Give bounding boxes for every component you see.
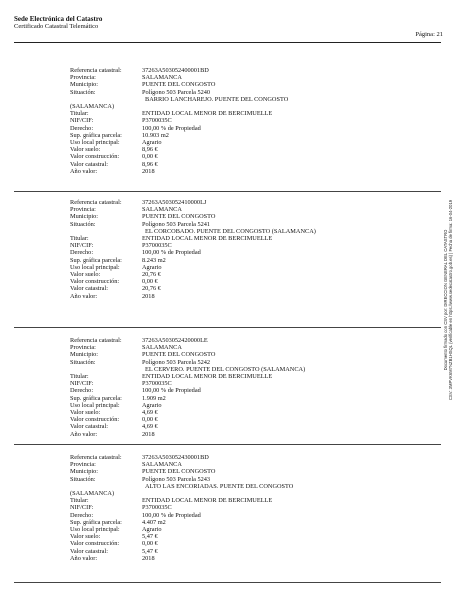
- record-row: [70, 409, 305, 416]
- record-row: [70, 423, 305, 430]
- record-row: [70, 431, 305, 438]
- csv-signature-line2: CSV: 3MPVK6M7NZB1HSQL (verificable en https://www.sedecatastro.gob.es) | Fecha de firma: 16-04-2019: [448, 199, 453, 401]
- field-value: 0,00 €: [142, 278, 158, 286]
- record-row: [70, 402, 305, 409]
- record-row: [70, 242, 316, 249]
- field-label: Valor construcción:: [70, 278, 120, 286]
- parcel-record: [70, 67, 288, 175]
- field-value: 100,00 % de Propiedad: [142, 249, 201, 257]
- record-row: [70, 512, 293, 519]
- field-label: Uso local principal:: [70, 526, 120, 534]
- field-value: P3700035C: [142, 242, 172, 250]
- field-label: Uso local principal:: [70, 263, 120, 271]
- field-value: 20,76 €: [142, 285, 161, 293]
- field-value: 37263A503052410000LJ: [142, 199, 207, 206]
- field-value: PUENTE DEL CONGOSTO: [142, 213, 216, 221]
- field-value: 100,00 % de Propiedad: [142, 387, 201, 395]
- field-value: ENTIDAD LOCAL MENOR DE BERCIMUELLE: [142, 235, 273, 243]
- record-row: [70, 461, 293, 468]
- record-row: [70, 380, 305, 387]
- field-label: Valor catastral:: [70, 547, 108, 555]
- situation-continuation: EL CORCOBADO. PUENTE DEL CONGOSTO (SALAMANCA): [145, 227, 316, 235]
- record-row: [70, 504, 293, 511]
- field-value: 37263A503052420000LE: [142, 337, 208, 344]
- csv-signature-line1: Documento firmado con CSV por: DIRECCION GENERAL DEL CATASTRO: [443, 229, 448, 371]
- field-value: 100,00 % de Propiedad: [142, 511, 201, 519]
- record-row: [70, 555, 293, 562]
- record-row: [70, 264, 316, 271]
- record-row: [70, 168, 288, 175]
- record-row: [70, 81, 288, 88]
- situation-province: (SALAMANCA): [70, 103, 115, 111]
- record-row: [70, 125, 288, 132]
- record-divider: [14, 444, 441, 445]
- field-value: 100,00 % de Propiedad: [142, 124, 201, 132]
- field-label: Provincia:: [70, 344, 96, 352]
- field-value: 2018: [142, 167, 155, 175]
- field-label: Uso local principal:: [70, 401, 120, 409]
- record-row: [70, 74, 288, 81]
- parcel-record: [70, 454, 293, 562]
- field-value: PUENTE DEL CONGOSTO: [142, 351, 216, 359]
- record-row: [70, 468, 293, 475]
- field-label: Municipio:: [70, 468, 98, 476]
- record-row: [70, 344, 305, 351]
- field-value: 5,47 €: [142, 547, 158, 555]
- field-label: Municipio:: [70, 81, 98, 89]
- field-label: Municipio:: [70, 351, 98, 359]
- field-value: 8,96 €: [142, 160, 158, 168]
- field-label: Titular:: [70, 373, 89, 381]
- record-row: [70, 387, 305, 394]
- record-row: [70, 285, 316, 292]
- field-label: Derecho:: [70, 124, 94, 132]
- record-row: [70, 476, 293, 483]
- field-label: Titular:: [70, 110, 89, 118]
- record-row: [70, 271, 316, 278]
- field-label: NIF/CIF:: [70, 242, 94, 250]
- field-label: Valor catastral:: [70, 423, 108, 431]
- record-row: [70, 454, 293, 461]
- field-label: Valor suelo:: [70, 533, 101, 541]
- record-row: [70, 146, 288, 153]
- record-row: [70, 395, 305, 402]
- csv-signature-sidebar: [443, 199, 456, 401]
- field-label: Titular:: [70, 235, 89, 243]
- field-label: NIF/CIF:: [70, 380, 94, 388]
- field-label: Sup. gráfica parcela:: [70, 256, 122, 264]
- situation-continuation: EL CERVERO. PUENTE DEL CONGOSTO (SALAMANCA): [145, 365, 306, 373]
- field-label: Situación:: [70, 475, 96, 483]
- field-label: Referencia catastral:: [70, 454, 122, 461]
- field-label: Referencia catastral:: [70, 337, 122, 344]
- record-row: [70, 110, 288, 117]
- field-label: Sup. gráfica parcela:: [70, 131, 122, 139]
- field-label: Referencia catastral:: [70, 67, 122, 74]
- field-value: 4,69 €: [142, 423, 158, 431]
- field-value: Agrario: [142, 526, 162, 534]
- field-value: P3700035C: [142, 380, 172, 388]
- field-label: Referencia catastral:: [70, 199, 122, 206]
- record-row: [70, 416, 305, 423]
- record-row: [70, 257, 316, 264]
- header-subtitle: Certificado Catastral Telemático: [14, 23, 99, 30]
- header-title: Sede Electrónica del Catastro: [14, 15, 103, 23]
- field-value: 37263A503052400001BD: [142, 67, 209, 74]
- record-divider: [14, 327, 441, 328]
- record-row: [70, 293, 316, 300]
- field-label: Titular:: [70, 497, 89, 505]
- field-label: Provincia:: [70, 461, 96, 469]
- record-row: [70, 540, 293, 547]
- field-label: Valor construcción:: [70, 416, 120, 424]
- document-header: [14, 15, 102, 31]
- field-label: Uso local principal:: [70, 139, 120, 147]
- field-value: 0,00 €: [142, 416, 158, 424]
- field-value: 37263A503052430001BD: [142, 454, 209, 461]
- field-value: 5,47 €: [142, 533, 158, 541]
- record-row: [70, 235, 316, 242]
- record-row: [70, 359, 305, 366]
- field-label: Derecho:: [70, 249, 94, 257]
- field-label: Sup. gráfica parcela:: [70, 394, 122, 402]
- record-row: [70, 497, 293, 504]
- field-value: 10.903 m2: [142, 131, 169, 139]
- field-value: Agrario: [142, 401, 162, 409]
- record-row: [70, 337, 305, 344]
- record-row: [70, 213, 316, 220]
- record-row: [70, 132, 288, 139]
- field-value: ENTIDAD LOCAL MENOR DE BERCIMUELLE: [142, 373, 273, 381]
- field-value: 0,00 €: [142, 540, 158, 548]
- field-label: Provincia:: [70, 74, 96, 82]
- record-row: [70, 221, 316, 228]
- field-value: Agrario: [142, 263, 162, 271]
- field-label: NIF/CIF:: [70, 117, 94, 125]
- header-rule: [14, 42, 441, 43]
- field-value: 4,69 €: [142, 409, 158, 417]
- field-label: Provincia:: [70, 206, 96, 214]
- field-value: SALAMANCA: [142, 461, 182, 469]
- record-row: [70, 89, 288, 96]
- field-value: SALAMANCA: [142, 206, 182, 214]
- field-label: Valor construcción:: [70, 540, 120, 548]
- field-value: SALAMANCA: [142, 344, 182, 352]
- field-value: 20,76 €: [142, 271, 161, 279]
- field-value: Agrario: [142, 139, 162, 147]
- page-number: Página: 21: [415, 31, 443, 38]
- record-row: [70, 206, 316, 213]
- field-value: Polígono 503 Parcela 5243: [142, 475, 211, 483]
- record-row: [70, 533, 293, 540]
- field-label: Municipio:: [70, 213, 98, 221]
- field-label: Valor catastral:: [70, 285, 108, 293]
- field-label: Situación:: [70, 220, 96, 228]
- situation-continuation: ALTO LAS ENCORIADAS. PUENTE DEL CONGOSTO: [145, 482, 294, 490]
- record-row: [70, 278, 316, 285]
- field-value: 4.407 m2: [142, 518, 166, 526]
- field-value: 2018: [142, 292, 155, 300]
- record-row: [70, 67, 288, 74]
- field-value: PUENTE DEL CONGOSTO: [142, 81, 216, 89]
- field-value: SALAMANCA: [142, 74, 182, 82]
- record-row: [70, 548, 293, 555]
- field-value: PUENTE DEL CONGOSTO: [142, 468, 216, 476]
- record-row: [70, 519, 293, 526]
- parcel-record: [70, 337, 305, 438]
- record-row: [70, 373, 305, 380]
- field-label: Derecho:: [70, 511, 94, 519]
- field-value: P3700035C: [142, 504, 172, 512]
- field-label: Situación:: [70, 358, 96, 366]
- field-value: 8,96 €: [142, 146, 158, 154]
- situation-continuation: BARRIO LANCHAREJO. PUENTE DEL CONGOSTO: [145, 95, 289, 103]
- field-label: Derecho:: [70, 387, 94, 395]
- parcel-record: [70, 199, 316, 300]
- situation-province: (SALAMANCA): [70, 490, 115, 498]
- field-value: 2018: [142, 554, 155, 562]
- field-label: Año valor:: [70, 554, 98, 562]
- field-value: P3700035C: [142, 117, 172, 125]
- field-label: Valor construcción:: [70, 153, 120, 161]
- record-row: [70, 139, 288, 146]
- field-label: Valor suelo:: [70, 146, 101, 154]
- record-row: [70, 161, 288, 168]
- record-row: [70, 117, 288, 124]
- field-label: Situación:: [70, 88, 96, 96]
- record-row: [70, 199, 316, 206]
- field-value: 1.909 m2: [142, 394, 166, 402]
- field-value: 2018: [142, 430, 155, 438]
- field-value: 8.243 m2: [142, 256, 166, 264]
- field-label: Año valor:: [70, 292, 98, 300]
- field-label: Valor catastral:: [70, 160, 108, 168]
- field-value: ENTIDAD LOCAL MENOR DE BERCIMUELLE: [142, 110, 273, 118]
- record-row: [70, 351, 305, 358]
- record-row: [70, 153, 288, 160]
- field-value: Polígono 503 Parcela 5241: [142, 220, 211, 228]
- record-divider: [14, 191, 441, 192]
- field-label: Valor suelo:: [70, 271, 101, 279]
- record-divider: [14, 582, 441, 583]
- field-label: Sup. gráfica parcela:: [70, 518, 122, 526]
- field-value: Polígono 503 Parcela 5240: [142, 88, 211, 96]
- record-row: [70, 249, 316, 256]
- field-value: ENTIDAD LOCAL MENOR DE BERCIMUELLE: [142, 497, 273, 505]
- record-row: [70, 526, 293, 533]
- field-value: Polígono 503 Parcela 5242: [142, 358, 211, 366]
- field-label: NIF/CIF:: [70, 504, 94, 512]
- field-label: Año valor:: [70, 167, 98, 175]
- field-value: 0,00 €: [142, 153, 158, 161]
- field-label: Año valor:: [70, 430, 98, 438]
- field-label: Valor suelo:: [70, 409, 101, 417]
